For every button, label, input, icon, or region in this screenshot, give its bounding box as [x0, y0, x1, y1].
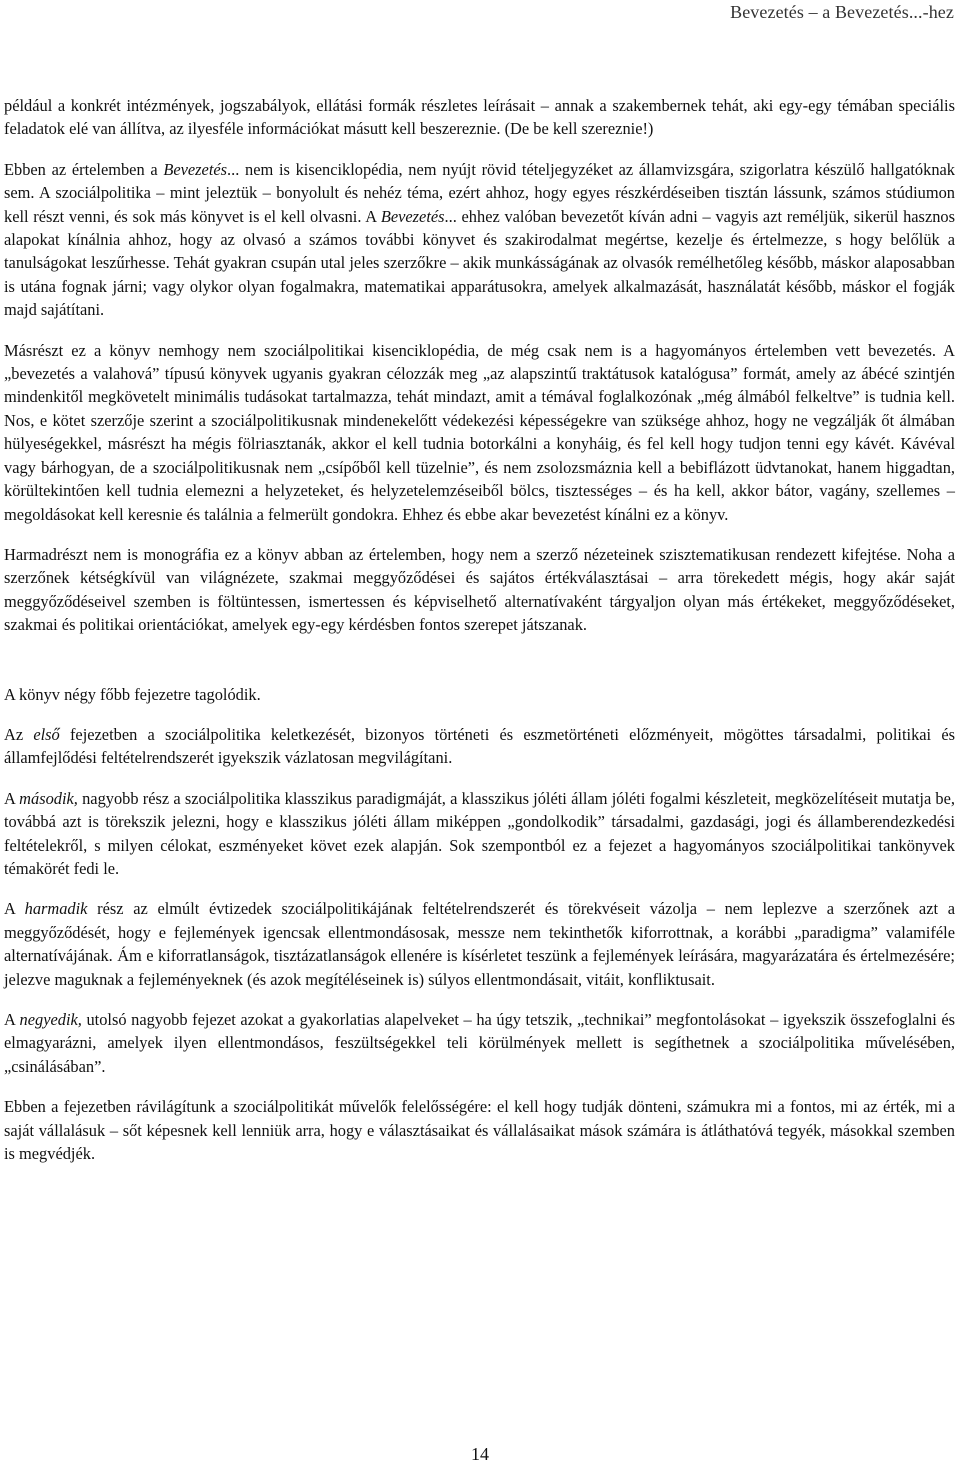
running-header: Bevezetés – a Bevezetés...-hez: [730, 2, 954, 22]
paragraph: [4, 787, 955, 881]
paragraph: [4, 683, 955, 706]
paragraph: [4, 158, 955, 322]
paragraph: [4, 543, 955, 637]
paragraph: [4, 94, 955, 141]
paragraph-text: Ebben a fejezetben rávilágítunk a szociálpolitikát művelők felelősségére: el kell hogy tudják dönteni, számukra mi a fontos, mi az érték, mi a saját vállalásuk – sőt képesnek kell lenniük arra, hogy e választásaikat és vállalásaikat mások számára is átláthatóvá tegyék, másokkal szemben is megvédjék.: [4, 1097, 955, 1164]
paragraph: [4, 339, 955, 526]
paragraph-text: ... nem is kisenciklopédia, nem nyújt rövid tételjegyzéket az államvizsgára, szigorlatra készülő hallgatóknak sem. A szociálpolitika – mint jeleztük – bonyolult és nehéz téma, ezért ahhoz, hogy egyes részkérdéseiben tisztán lássunk, számos stúdiumon kell részt venni, és sok más könyvet is el kell olvasni. A: [4, 159, 955, 226]
page-number: 14: [471, 1444, 489, 1464]
italic-text: negyedik,: [19, 1010, 82, 1029]
italic-text: második,: [19, 788, 78, 808]
paragraph-text: fejezetben a szociálpolitika keletkezését, bizonyos történeti és eszmetörténeti előzményeit, mögöttes társadalmi, politikai és államfejlődési feltételrendszerét igyekszik vázlatosan megvilágítani.: [4, 724, 955, 768]
italic-text: Bevezetés: [163, 159, 228, 179]
paragraph-text: Ebben az értelemben a: [4, 159, 164, 179]
paragraph-text: nagyobb rész a szociálpolitika klasszikus paradigmáját, a klasszikus jóléti állam jóléti fogalmi készleteit, megközelítéseit mutatja be, továbbá azt is törekszik jelezni, hogy e klasszikus jóléti állam miképpen „gondolkodik” társadalmi, gazdasági, jogi és államberendezkedési feltételekről, s milyen célokat, eszményeket követ ezek alapján. Sok szempontból ez a fejezet a hagyományos szociálpolitikai tankönyvek témakörét fedi le.: [4, 788, 955, 878]
paragraph-text: Másrészt ez a könyv nemhogy nem szociálpolitikai kisenciklopédia, de még csak nem is a hagyományos értelemben vett bevezetés. A „bevezetés a valahová” típusú könyvek ugyanis gyakran célozzák meg „az alapszintű traktátusok katalógusa” formát, amely az ábécé szintjén mindenkitől megkövetelt minimális tudásokat tartalmazza, tehát mindazt, amit a témával foglalkozónak „még álmából felkeltve” is tudnia kell. Nos, e kötet szerzője szerint a szociálpolitikusnak mindenekelőtt védekezési képességekre van szüksége ahhoz, hogy ne vegzálják őt álmában hülyeségekkel, másrészt ha mégis fölriasztanák, akkor el kell tudnia botorkálni a konyháig, és fel kell hogy tudjon tenni egy kávét. Kávéval vagy bárhogyan, de a szociálpolitikusnak nem „csípőből kell tüzelnie”, és nem zsolozsmáznia kell a bebiflázott üdvtanokat, hanem higgadtan, körültekintően kell tudnia elemezni a helyzeteket, és helyzetelemzéseiből bölcs, tisztességes – és ha kell, akkor bátor, vagány, szellemes – megoldásokat kell keresnie és találnia a felmerült gondokra. Ehhez és ebbe akar bevezetést kínálni ez a könyv.: [4, 340, 955, 524]
paragraph-text: például a konkrét intézmények, jogszabályok, ellátási formák részletes leírásait – annak a szakembernek tehát, aki egy-egy témában speciális feladatok elé van állítva, az ilyesféle információkat másutt kell beszereznie. (De be kell szereznie!): [4, 96, 955, 139]
paragraph: [4, 723, 955, 770]
italic-text: harmadik: [24, 899, 88, 919]
page-body: [4, 94, 955, 1165]
italic-text: Bevezetés: [380, 206, 445, 226]
paragraph-text: A könyv négy főbb fejezetre tagolódik.: [4, 684, 261, 704]
paragraph-text: Az: [4, 724, 34, 744]
paragraph: [4, 1095, 955, 1165]
paragraph: [4, 897, 955, 991]
italic-text: első: [33, 724, 60, 744]
paragraph: [4, 1008, 955, 1078]
paragraph-text: ... ehhez valóban bevezetőt kíván adni – vagyis azt reméljük, sikerül hasznos alapokat kínálnia ahhoz, hogy az olvasó a számos további könyvet és szakirodalmat megértse, kezelje és értelmezze, s hogy belőlük a tanulságokat leszűrhesse. Tehát gyakran csupán utal jeles szerzőkre – akik munkásságának az olvasók remélhetőleg később, máskor alaposabban is utána fognak járni; vagy olykor olyan fogalmakra, matematikai apparátusokra, amelyek alkalmazását, használatát később, máskor el fogják majd sajátítani.: [4, 206, 955, 320]
paragraph-text: rész az elmúlt évtizedek szociálpolitikájának feltételrendszerét és törekvéseit vázolja – nem leplezve a szerzőnek azt a meggyőződését, hogy e fejlemények igencsak ellentmondásosak, messze nem tekinthetők kiforrottnak, a korábbi „paradigma” valamiféle alternatívájának. Ám e kiforratlanságok, tisztázatlanságok ellenére is kísérletet teszünk a fejlemények leírására, magyarázatára és értelmezésére; jelezve maguknak a fejleményeknek (és azok megítéléseinek is) súlyos ellentmondásait, vitáit, konfliktusait.: [4, 899, 955, 989]
paragraph-text: Harmadrészt nem is monográfia ez a könyv abban az értelemben, hogy nem a szerző nézeteinek szisztematikusan rendezett kifejtése. Noha a szerzőnek kétségkívül van világnézete, szakmai meggyőződései és sajátos értékválasztásai – arra törekedett mégis, hogy akár saját meggyőződéseivel szemben is föltüntessen, ismertessen és képviselhető alternatívaként tárgyaljon olyan más értékeket, meggyőződéseket, szakmai és politikai orientációkat, amelyek egy-egy kérdésben fontos szerepet játszanak.: [4, 544, 955, 635]
paragraph-text: A: [4, 899, 25, 919]
paragraph-text: utolsó nagyobb fejezet azokat a gyakorlatias alapelveket – ha úgy tetszik, „technikai” megfontolásokat – igyekszik összefoglalni és elmagyarázni, amelyek ilyen ellentmondásos, feszültségekkel teli körülmények mellett is segíthetnek a szociálpolitika művelésében, „csinálásában”.: [4, 1010, 955, 1076]
paragraph-text: A: [4, 788, 20, 808]
paragraph-text: A: [4, 1010, 20, 1029]
